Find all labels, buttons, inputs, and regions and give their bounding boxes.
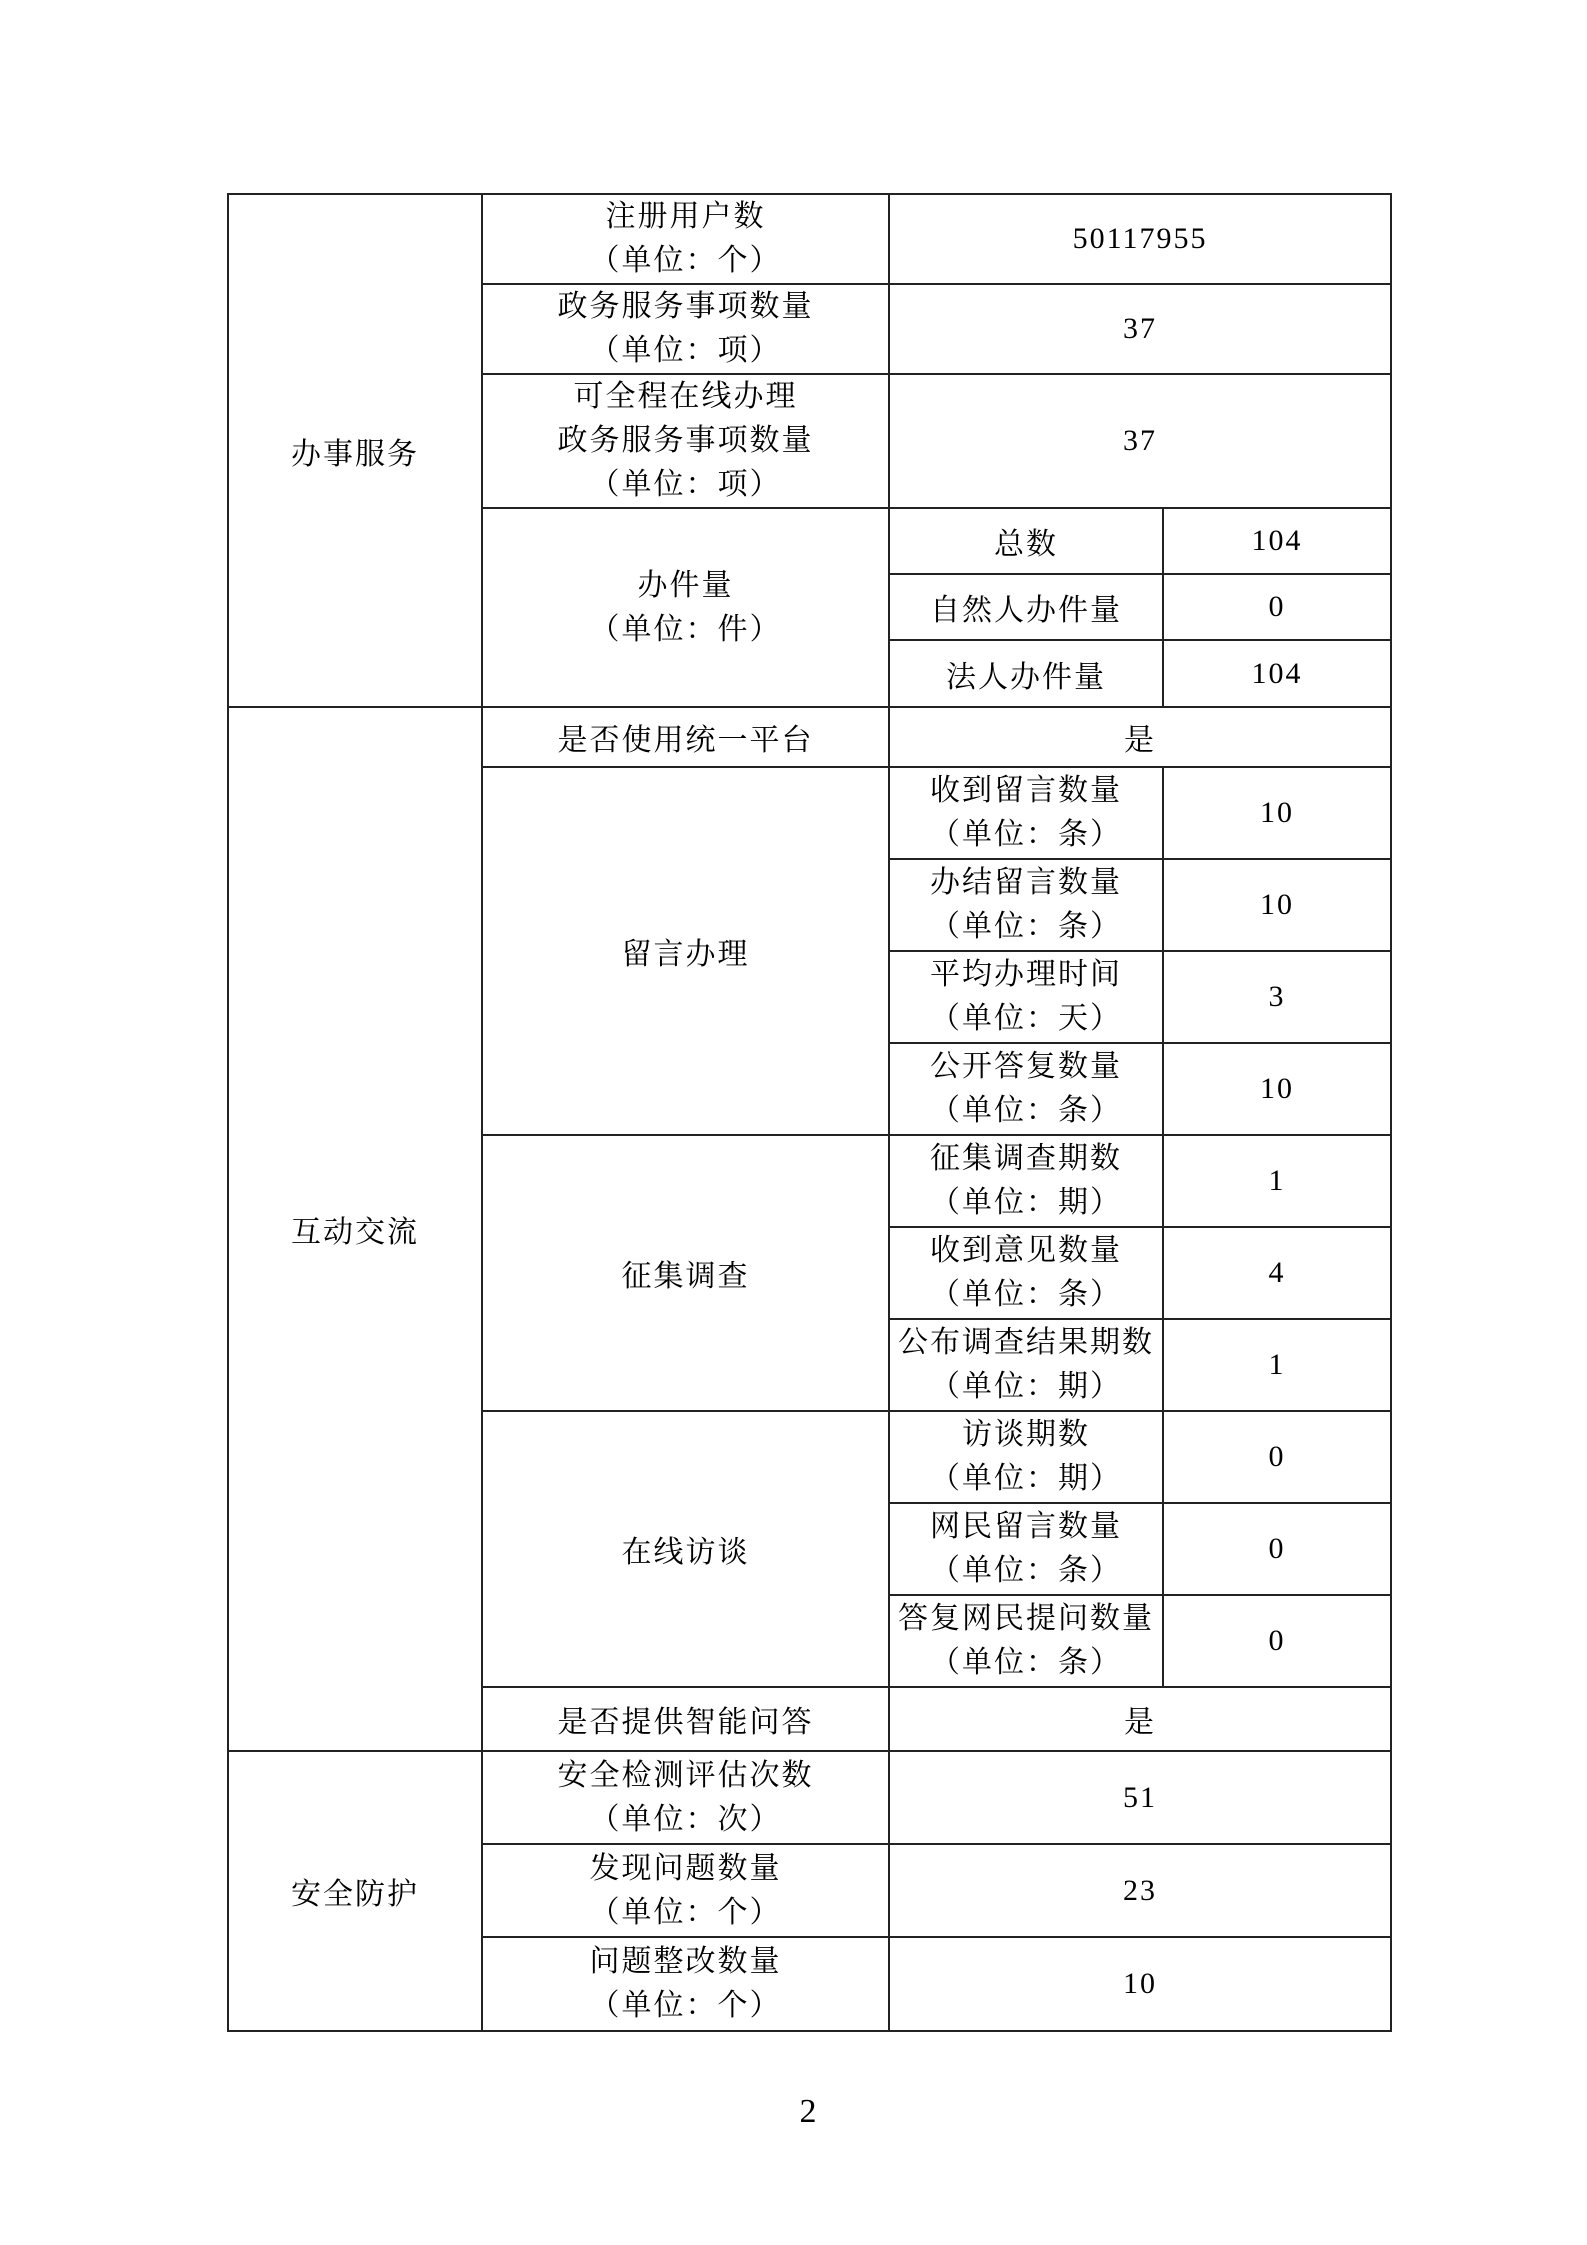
metric-label: 问题整改数量 xyxy=(589,1945,782,1978)
sub-metric-cell xyxy=(889,1135,1163,1227)
sub-metric-cell xyxy=(889,1227,1163,1319)
metric-value: 37 xyxy=(889,284,1391,374)
sub-metric-label: 答复网民提问数量 xyxy=(898,1602,1154,1635)
sub-metric-unit: （单位：天） xyxy=(930,1002,1122,1035)
metric-value: 23 xyxy=(889,1844,1391,1937)
sub-metric-label: 收到意见数量 xyxy=(930,1234,1122,1267)
metric-unit: （单位：次） xyxy=(589,1802,782,1836)
metric-cell xyxy=(482,194,889,284)
sub-metric-unit: （单位：条） xyxy=(930,1646,1122,1679)
table-row xyxy=(228,707,1391,767)
sub-metric-cell xyxy=(889,767,1163,859)
sub-metric-label: 法人办件量 xyxy=(889,640,1163,707)
metric-unit: （单位：个） xyxy=(589,1989,782,2022)
sub-metric-label: 公开答复数量 xyxy=(930,1050,1122,1083)
sub-metric-cell xyxy=(889,1503,1163,1595)
metric-label: 政务服务事项数量 xyxy=(557,290,814,323)
sub-metric-label: 办结留言数量 xyxy=(930,866,1122,899)
section-label-banshi-fuwu: 办事服务 xyxy=(228,194,482,707)
sub-metric-value: 0 xyxy=(1163,1595,1391,1687)
metric-label: 安全检测评估次数 xyxy=(557,1758,814,1792)
metric-label: 注册用户数 xyxy=(605,200,766,233)
metric-value: 是 xyxy=(889,707,1391,767)
page-number: 2 xyxy=(799,2093,817,2130)
metric-unit: （单位：个） xyxy=(589,1895,782,1929)
sub-metric-label: 公布调查结果期数 xyxy=(898,1326,1154,1359)
sub-metric-value: 104 xyxy=(1163,508,1391,574)
sub-metric-value: 1 xyxy=(1163,1135,1391,1227)
metric-cell xyxy=(482,1937,889,2031)
metric-label: 可全程在线办理 xyxy=(573,380,798,413)
sub-metric-cell xyxy=(889,1319,1163,1411)
metric-value: 50117955 xyxy=(889,194,1391,284)
metric-cell xyxy=(482,1844,889,1937)
metric-cell xyxy=(482,374,889,508)
sub-metric-unit: （单位：条） xyxy=(930,1278,1122,1311)
sub-metric-cell xyxy=(889,1411,1163,1503)
sub-metric-cell xyxy=(889,859,1163,951)
metric-value: 37 xyxy=(889,374,1391,508)
sub-metric-label: 平均办理时间 xyxy=(930,958,1122,991)
sub-metric-value: 0 xyxy=(1163,574,1391,640)
sub-metric-label: 收到留言数量 xyxy=(930,774,1122,807)
metric-label: 征集调查 xyxy=(482,1135,889,1411)
metric-label: 是否使用统一平台 xyxy=(482,707,889,767)
sub-metric-unit: （单位：条） xyxy=(930,1554,1122,1587)
table-row xyxy=(228,194,1391,284)
sub-metric-value: 10 xyxy=(1163,767,1391,859)
sub-metric-label: 访谈期数 xyxy=(962,1418,1090,1451)
metric-value: 是 xyxy=(889,1687,1391,1751)
section-label-hudong-jiaoliu: 互动交流 xyxy=(228,707,482,1751)
sub-metric-cell xyxy=(889,1043,1163,1135)
sub-metric-value: 4 xyxy=(1163,1227,1391,1319)
sub-metric-unit: （单位：条） xyxy=(930,1094,1122,1127)
sub-metric-label: 征集调查期数 xyxy=(930,1142,1122,1175)
metric-label: 办件量 xyxy=(637,568,734,602)
sub-metric-value: 0 xyxy=(1163,1411,1391,1503)
sub-metric-unit: （单位：期） xyxy=(930,1186,1122,1219)
table-row xyxy=(228,1751,1391,1844)
metric-cell xyxy=(482,508,889,707)
section-label-anquan-fanghu: 安全防护 xyxy=(228,1751,482,2031)
sub-metric-cell xyxy=(889,1595,1163,1687)
sub-metric-value: 1 xyxy=(1163,1319,1391,1411)
sub-metric-cell xyxy=(889,951,1163,1043)
sub-metric-label: 自然人办件量 xyxy=(889,574,1163,640)
sub-metric-label: 总数 xyxy=(889,508,1163,574)
sub-metric-label: 网民留言数量 xyxy=(930,1510,1122,1543)
sub-metric-value: 104 xyxy=(1163,640,1391,707)
report-table xyxy=(227,193,1392,2032)
metric-cell xyxy=(482,1751,889,1844)
sub-metric-value: 10 xyxy=(1163,1043,1391,1135)
metric-label: 留言办理 xyxy=(482,767,889,1135)
metric-cell xyxy=(482,284,889,374)
sub-metric-value: 10 xyxy=(1163,859,1391,951)
sub-metric-unit: （单位：期） xyxy=(930,1370,1122,1403)
metric-unit: （单位：项） xyxy=(589,334,782,367)
metric-label: 发现问题数量 xyxy=(589,1851,782,1885)
metric-unit: （单位：件） xyxy=(589,612,782,646)
metric-label: 是否提供智能问答 xyxy=(482,1687,889,1751)
metric-value: 10 xyxy=(889,1937,1391,2031)
sub-metric-value: 3 xyxy=(1163,951,1391,1043)
sub-metric-unit: （单位：期） xyxy=(930,1462,1122,1495)
metric-value: 51 xyxy=(889,1751,1391,1844)
sub-metric-unit: （单位：条） xyxy=(930,818,1122,851)
metric-unit: （单位：个） xyxy=(589,244,782,277)
sub-metric-unit: （单位：条） xyxy=(930,910,1122,943)
sub-metric-value: 0 xyxy=(1163,1503,1391,1595)
metric-label: 在线访谈 xyxy=(482,1411,889,1687)
metric-label: 政务服务事项数量 xyxy=(557,424,814,457)
metric-unit: （单位：项） xyxy=(589,468,782,501)
